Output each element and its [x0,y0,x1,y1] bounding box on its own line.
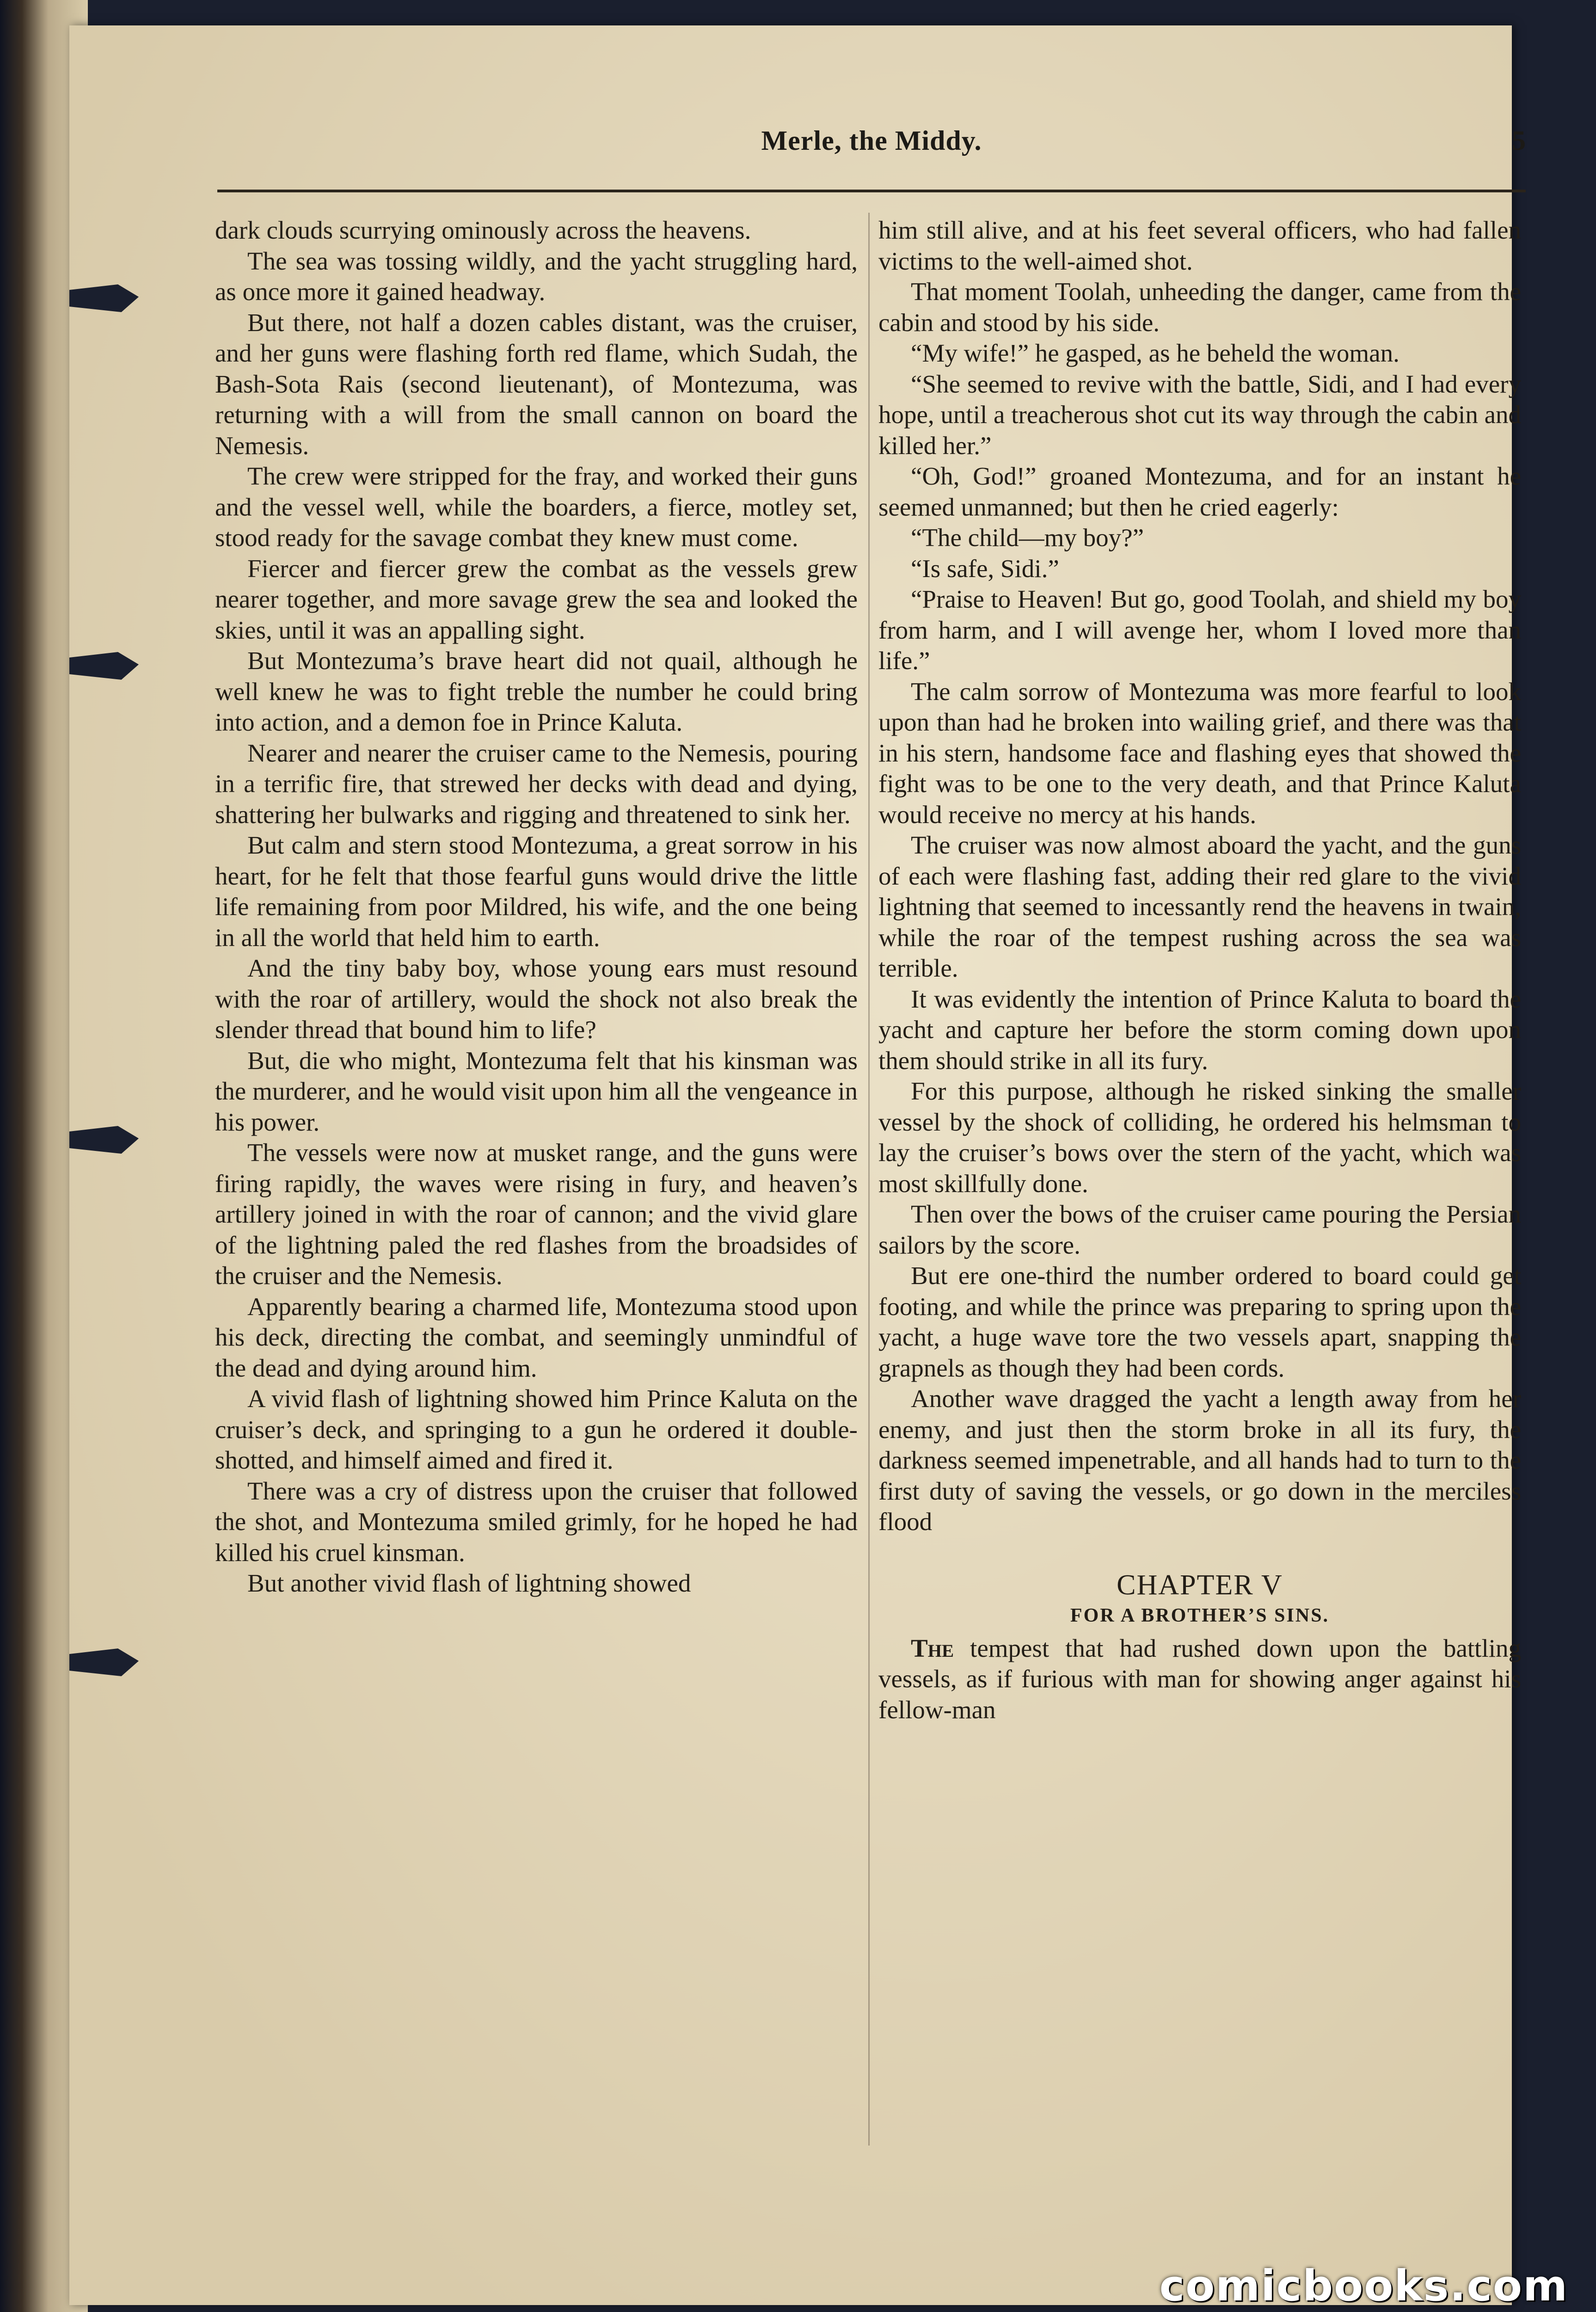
paragraph: But calm and stern stood Montezuma, a great sorrow in his heart, for he felt that those fearful guns would drive the little life remaining from poor Mildred, his wife, and the one being in all the world that held him to earth. [215,831,858,952]
paragraph: But another vivid flash of lightning showed [247,1569,691,1597]
paragraph: “She seemed to revive with the battle, Sidi, and I had every hope, until a treacherous shot cut its way through the cabin and killed her.” [878,369,1521,460]
paragraph: But there, not half a dozen cables distant, was the cruiser, and her guns were flashing forth red flame, which Sudah, the Bash-Sota Rais (second lieutenant), of Montezuma, was returning with a will from the small cannon on board the Nemesis. [215,308,858,460]
paragraph: There was a cry of distress upon the cruiser that followed the shot, and Montezuma smiled grimly, for he hoped he had killed his cruel kinsman. [215,1476,858,1567]
watermark-logo: comicbooks.com [1159,2261,1568,2311]
chapter-heading: CHAPTER V [1117,1569,1283,1601]
right-text-column [878,215,1521,1725]
paragraph: dark clouds scurrying ominously across the heavens. [215,216,751,244]
running-title: Merle, the Middy. [761,125,982,156]
paragraph: That moment Toolah, unheeding the danger, came from the cabin and stood by his side. [878,277,1521,337]
left-text-column [215,215,858,1599]
paragraph: “The child—my boy?” [911,523,1144,552]
paragraph: “My wife!” he gasped, as he beheld the woman. [911,339,1400,367]
binding-hole [69,652,139,680]
binding-hole [69,1648,139,1676]
header-rule [217,190,1526,192]
paragraph: A vivid flash of lightning showed him Prince Kaluta on the cruiser’s deck, and springing to a gun he ordered it double-shotted, and himself aimed and fired it. [215,1384,858,1474]
paragraph: The crew were stripped for the fray, and worked their guns and the vessel well, while the boarders, a fierce, motley set, stood ready for the savage combat they knew must come. [215,462,858,552]
paragraph: “Is safe, Sidi.” [911,554,1059,583]
paragraph: The cruiser was now almost aboard the yacht, and the guns of each were flashing fast, adding their red glare to the vivid lightning that seemed to incessantly rend the heavens in twain, while the roar of the tempest rushing across the sea was terrible. [878,831,1521,982]
paragraph: “Oh, God!” groaned Montezuma, and for an instant he seemed unmanned; but then he cried eagerly: [878,462,1521,521]
paragraph: The vessels were now at musket range, and the guns were firing rapidly, the waves were rising in fury, and heaven’s artillery joined in with the roar of cannon; and the vivid glare of the lightning paled the red flashes from the broadsides of the cruiser and the Nemesis. [215,1138,858,1290]
chapter-opening-text: tempest that had rushed down upon the battling vessels, as if furious with man for showing anger against his fellow-man [878,1634,1521,1724]
paragraph: Nearer and nearer the cruiser came to the Nemesis, pouring in a terrific fire, that strewed her decks with dead and dying, shattering her bulwarks and rigging and threatened to sink her. [215,738,858,829]
page-number: 5 [1512,125,1526,156]
chapter-lead-word: The [911,1634,954,1662]
chapter-opening-paragraph [878,1633,1521,1726]
paragraph: But, die who might, Montezuma felt that his kinsman was the murderer, and he would visit upon him all the vengeance in his power. [215,1046,858,1136]
paragraph: “Praise to Heaven! But go, good Toolah, and shield my boy from harm, and I will avenge her, whom I loved more than life.” [878,585,1521,675]
paragraph: Fiercer and fiercer grew the combat as the vessels grew nearer together, and more savage grew the sea and looked the skies, until it was an appalling sight. [215,554,858,644]
paragraph: But Montezuma’s brave heart did not quail, although he well knew he was to fight treble the number he could bring into action, and a demon foe in Prince Kaluta. [215,646,858,736]
paragraph: Apparently bearing a charmed life, Montezuma stood upon his deck, directing the combat, and seemingly unmindful of the dead and dying around him. [215,1292,858,1382]
column-divider [868,213,870,2146]
paragraph: Then over the bows of the cruiser came pouring the Persian sailors by the score. [878,1200,1521,1259]
paragraph: Another wave dragged the yacht a length away from her enemy, and just then the storm broke in all its fury, the darkness seemed impenetrable, and all hands had to turn to the first duty of saving the vessels, or go down in the merciless flood [878,1384,1521,1536]
chapter-subtitle: FOR A BROTHER’S SINS. [1070,1605,1330,1626]
paragraph: And the tiny baby boy, whose young ears must resound with the roar of artillery, would the shock not also break the slender thread that bound him to life? [215,954,858,1044]
paragraph: The calm sorrow of Montezuma was more fearful to look upon than had he broken into wailing grief, and there was that in his stern, handsome face and flashing eyes that showed the fight was to be one to the very death, and that Prince Kaluta would receive no mercy at his hands. [878,677,1521,829]
page-header [217,116,1526,166]
binding-hole [69,1126,139,1154]
paragraph: The sea was tossing wildly, and the yacht struggling hard, as once more it gained headway. [215,246,858,306]
paragraph: But ere one-third the number ordered to board could get footing, and while the prince was preparing to spring upon the yacht, a huge wave tore the two vessels apart, snapping the grapnels as though they had been cords. [878,1261,1521,1382]
paragraph: him still alive, and at his feet several officers, who had fallen victims to the well-aimed shot. [878,216,1521,275]
right-column-paragraphs [878,215,1521,1537]
binding-hole [69,284,139,312]
paragraph: It was evidently the intention of Prince Kaluta to board the yacht and capture her before the storm coming down upon them should strike in all its fury. [878,984,1521,1075]
paragraph: For this purpose, although he risked sinking the smaller vessel by the shock of colliding, he ordered his helmsman to lay the cruiser’s bows over the stern of the yacht, which was most skillfully done. [878,1077,1521,1198]
